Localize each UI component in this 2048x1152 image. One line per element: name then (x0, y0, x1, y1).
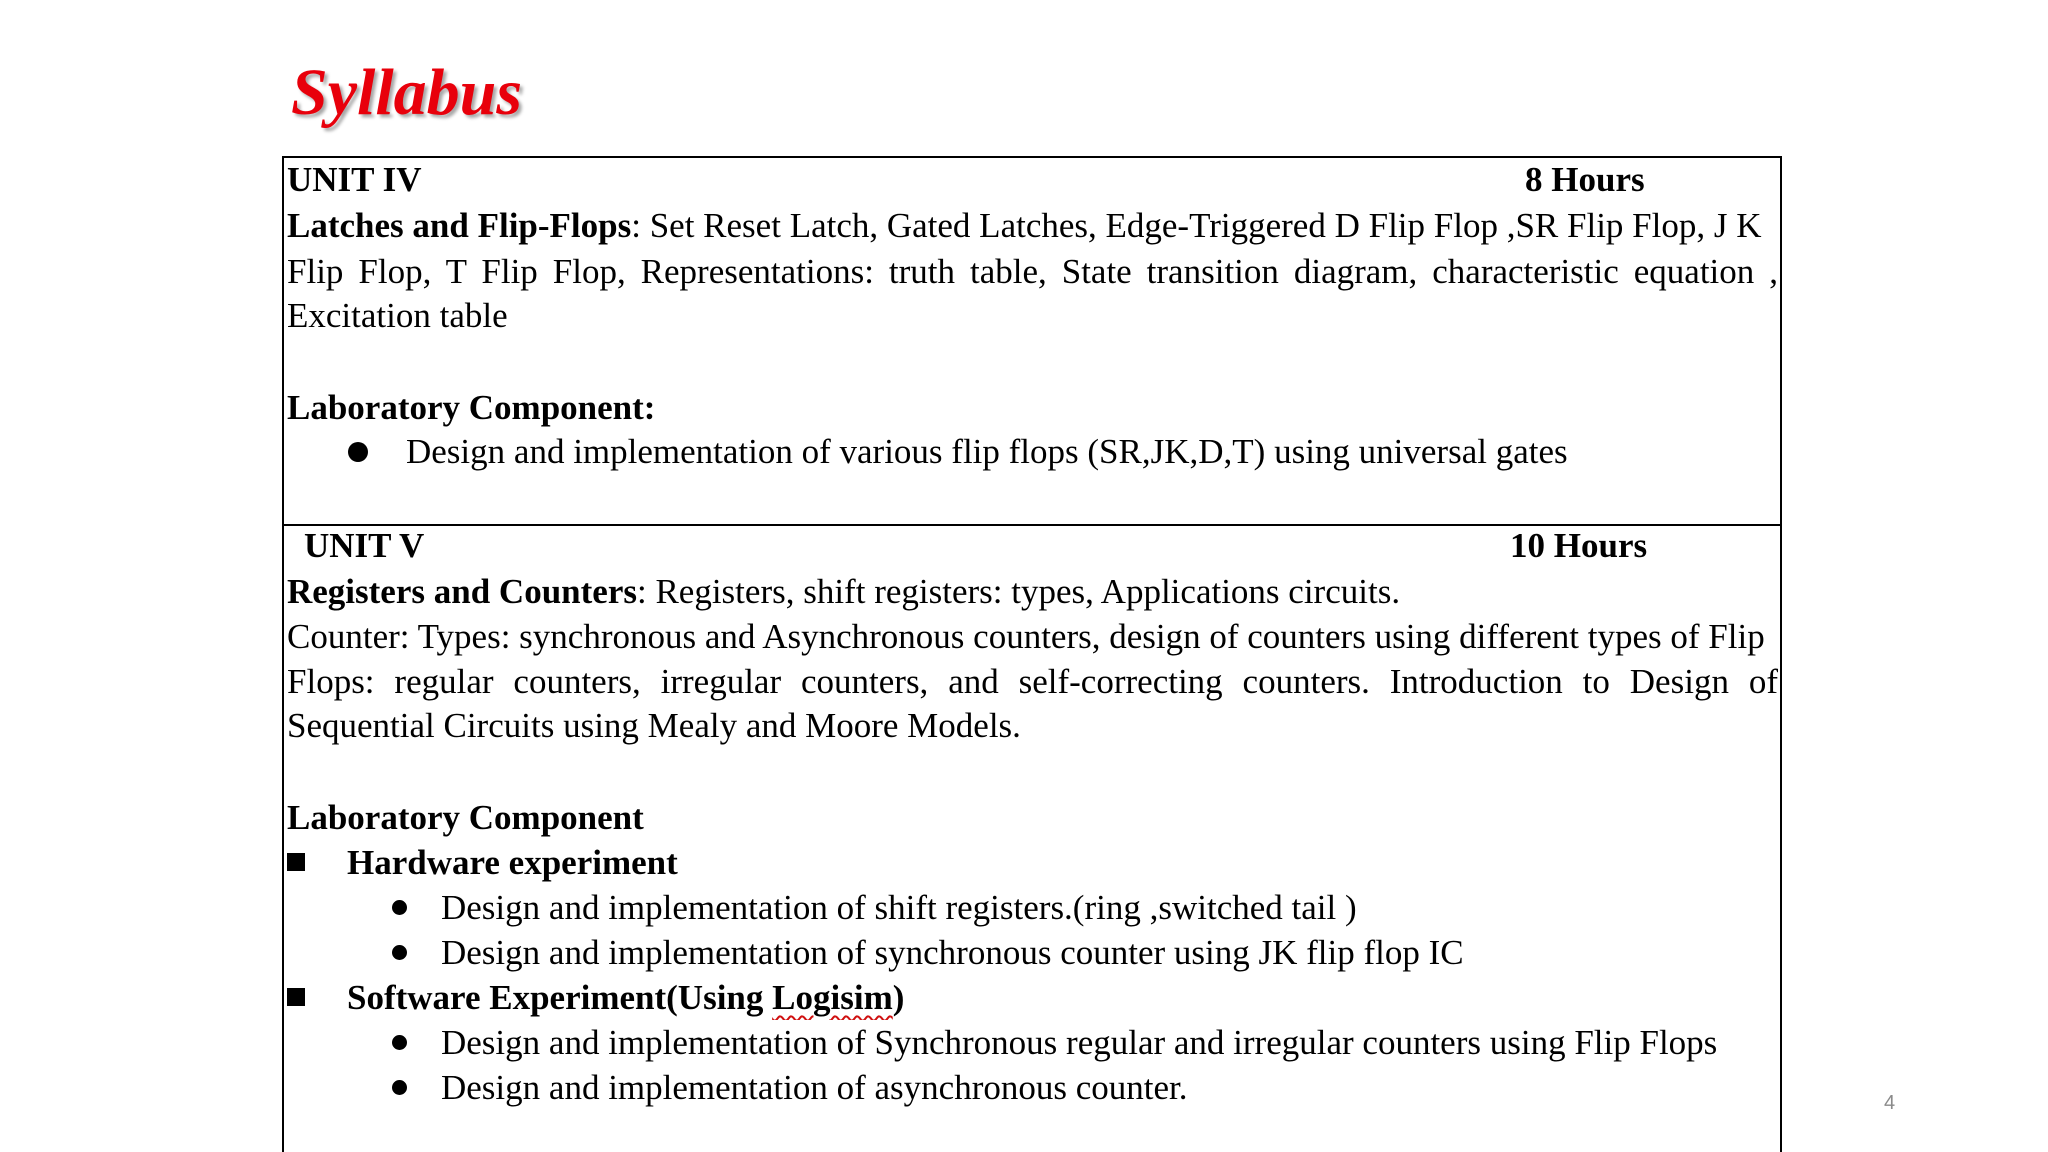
page-number: 4 (1884, 1092, 1896, 1114)
unit5-topic-line1 (287, 570, 1778, 614)
unit4-lab-item (348, 430, 1778, 474)
unit4-topic-line2: Flip Flop, T Flip Flop, Representations: truth table, State transition diagram, characteristic equation , (287, 252, 1778, 291)
software-tool-name: Logisim (772, 978, 893, 1017)
hardware-item-2-text: Design and implementation of synchronous counter using JK flip flop IC (441, 933, 1464, 972)
software-experiment-heading (287, 976, 1778, 1020)
unit4-hours: 8 Hours (1525, 160, 1645, 199)
syllabus-table (282, 156, 1782, 1152)
hardware-item-2 (392, 931, 1778, 975)
software-item-2-text: Design and implementation of asynchronous counter. (441, 1068, 1188, 1107)
unit5-topic-line3: Flops: regular counters, irregular counters, and self-correcting counters. Introduction to Design of (287, 662, 1778, 701)
square-bullet-icon (287, 853, 305, 871)
unit5-hours: 10 Hours (1510, 526, 1648, 565)
software-item-2 (392, 1066, 1778, 1110)
bullet-dot-icon (392, 945, 407, 960)
software-item-1 (392, 1021, 1778, 1065)
unit5-lab-heading: Laboratory Component (287, 798, 644, 837)
bullet-dot-icon (392, 900, 407, 915)
bullet-dot-icon (392, 1080, 407, 1095)
unit5-topic-text1: : Registers, shift registers: types, Applications circuits. (636, 572, 1401, 611)
hardware-experiment-heading (287, 841, 1778, 885)
square-bullet-icon (287, 988, 305, 1006)
bullet-dot-icon (392, 1035, 407, 1050)
unit4-lab-item-text: Design and implementation of various flip flops (SR,JK,D,T) using universal gates (406, 432, 1568, 471)
unit4-topic-text1: : Set Reset Latch, Gated Latches, Edge-Triggered D Flip Flop ,SR Flip Flop, J K (631, 206, 1762, 245)
unit4-lab-heading: Laboratory Component: (287, 388, 656, 427)
slide-title: Syllabus (291, 56, 523, 129)
unit5-topic-line4: Sequential Circuits using Mealy and Moore Models. (287, 706, 1021, 745)
unit5-topic-label: Registers and Counters (287, 572, 637, 611)
software-item-1-text: Design and implementation of Synchronous regular and irregular counters using Flip Flops (441, 1023, 1718, 1062)
hardware-item-1 (392, 886, 1778, 930)
hardware-experiment-label: Hardware experiment (347, 843, 678, 882)
unit4-topic-line1 (287, 204, 1778, 248)
unit4-topic-line3: Excitation table (287, 296, 508, 335)
software-label-pre: Software Experiment(Using (347, 978, 773, 1017)
unit4-heading: UNIT IV (287, 160, 422, 199)
bullet-dot-icon (348, 442, 368, 462)
unit5-topic-line2: Counter: Types: synchronous and Asynchronous counters, design of counters using different types of Flip (287, 617, 1765, 656)
unit5-heading: UNIT V (304, 526, 425, 565)
unit4-topic-label: Latches and Flip-Flops (287, 206, 632, 245)
hardware-item-1-text: Design and implementation of shift registers.(ring ,switched tail ) (441, 888, 1357, 927)
software-label-post: ) (892, 978, 905, 1017)
